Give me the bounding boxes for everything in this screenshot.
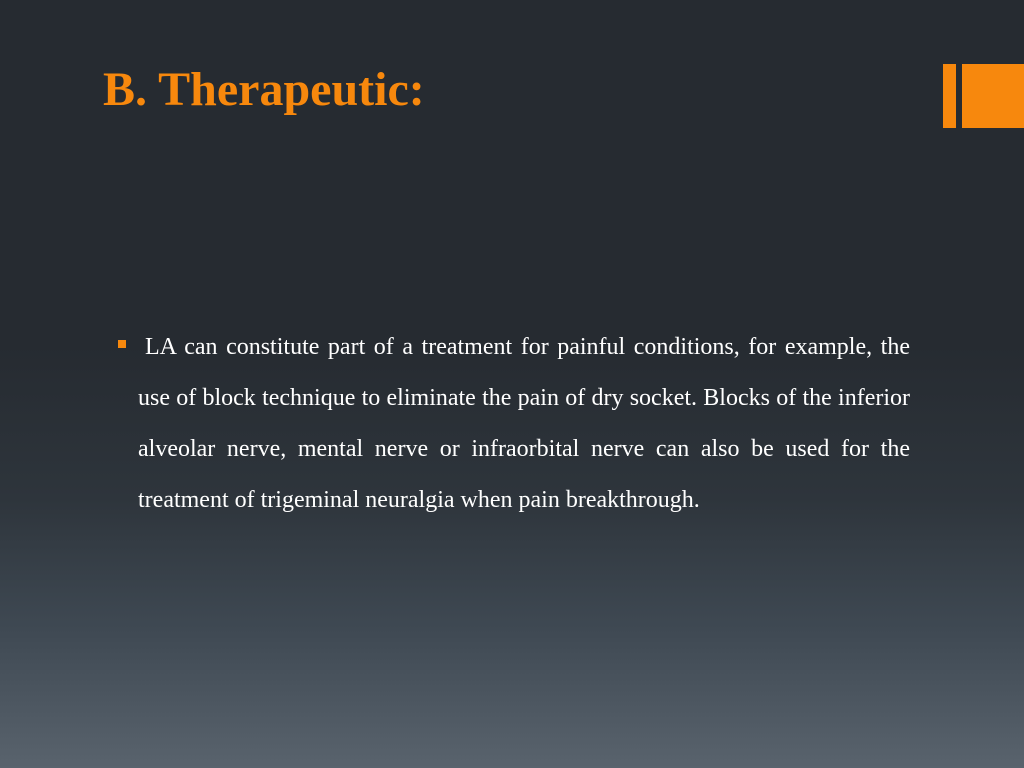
accent-bar-thin: [943, 64, 956, 128]
bullet-item: [138, 322, 910, 526]
slide-title: B. Therapeutic:: [103, 63, 425, 116]
bullet-text: LA can constitute part of a treatment for painful conditions, for example, the use of block technique to eliminate the pain of dry socket. Blocks of the inferior alveolar nerve, mental nerve or infraorbital nerve can also be used for the treatment of trigeminal neuralgia when pain breakthrough.: [138, 334, 910, 513]
square-bullet-icon: [118, 340, 126, 348]
accent-bar-thick: [962, 64, 1024, 128]
bullet-list: [138, 322, 910, 526]
